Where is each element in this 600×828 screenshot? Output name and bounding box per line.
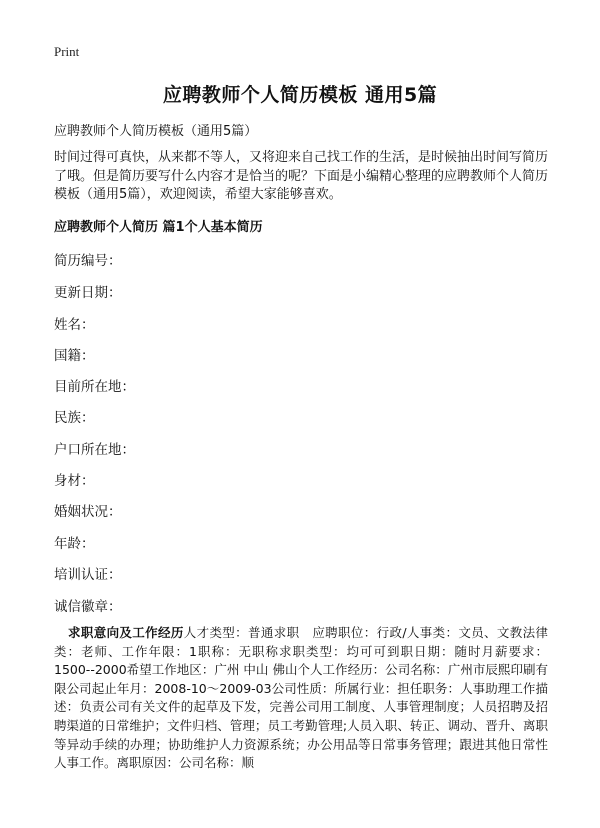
field-training-certification: 培训认证： (54, 567, 122, 583)
document-subtitle: 应聘教师个人简历模板（通用5篇） (54, 124, 258, 139)
field-integrity-badge: 诚信徽章： (54, 599, 122, 615)
field-ethnicity: 民族： (54, 410, 95, 426)
print-link[interactable]: Print (54, 44, 80, 59)
field-update-date: 更新日期： (54, 285, 122, 301)
field-physique: 身材： (54, 473, 95, 489)
experience-lead: 求职意向及工作经历 (68, 625, 184, 640)
field-nationality: 国籍： (54, 348, 95, 364)
page-title: 应聘教师个人简历模板 通用5篇 (162, 84, 438, 106)
section-heading: 应聘教师个人简历 篇1个人基本简历 (54, 220, 263, 235)
field-name: 姓名： (54, 317, 95, 333)
intro-paragraph: 时间过得可真快，从来都不等人，又将迎来自己找工作的生活，是时候抽出时间写简历了哦。但是简历要写什么内容才是恰当的呢？下面是小编精心整理的应聘教师个人简历模板（通用5篇），欢迎阅读，希望大家能够喜欢。 (54, 150, 549, 202)
field-age: 年龄： (54, 536, 95, 552)
field-resume-number: 简历编号： (54, 253, 122, 269)
experience-body: 人才类型：普通求职 应聘职位：行政/人事类：文员、文教法律类：老师、工作年限：1职称：无职称求职类型：均可可到职日期：随时月薪要求：1500--2000希望工作地区：广州 中山 佛山个人工作经历：公司名称：广州市辰熙印刷有限公司起止年月：2008-10～2009-03公司性质：所属行业：担任职务：人事助理工作描述：负责公司有关文件的起草及下发，完善公司用工制度、人事管理制度；人员招聘及招聘渠道的日常维护；文件归档、管理；员工考勤管理;人员入职、转正、调动、晋升、离职等异动手续的办理；协助维护人力资源系统；办公用品等日常事务管理；跟进其他日常性人事工作。离职原因：公司名称：顺 (54, 625, 548, 771)
field-current-location: 目前所在地： (54, 379, 135, 395)
experience-paragraph (54, 624, 548, 773)
field-marital-status: 婚姻状况： (54, 504, 122, 520)
field-household-registration: 户口所在地： (54, 442, 135, 458)
